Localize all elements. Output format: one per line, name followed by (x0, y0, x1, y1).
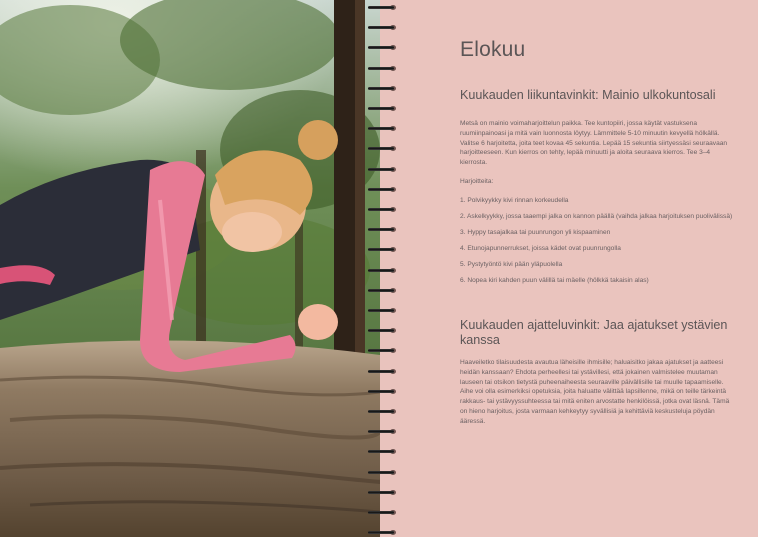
exercise-list-label: Harjoitteita: (460, 178, 494, 185)
spiral-ring (366, 65, 400, 72)
spiral-ring (366, 529, 400, 536)
spiral-ring (366, 226, 400, 233)
spiral-ring (366, 368, 400, 375)
spiral-ring (366, 44, 400, 51)
spiral-ring (366, 267, 400, 274)
exercise-section-heading: Kuukauden liikuntavinkit: Mainio ulkokuntosali (460, 88, 716, 102)
spiral-ring (366, 388, 400, 395)
spiral-ring (366, 489, 400, 496)
spiral-ring (366, 145, 400, 152)
spiral-ring (366, 206, 400, 213)
spiral-ring (366, 246, 400, 253)
thinking-body-paragraph: Haaveiletko tilaisuudesta avautua läheisille ihmisille; haluaisitko jakaa ajatukset ja aatteesi heidän kanssaan? Ehdota perheellesi tai ystävillesi, että jokainen valmistelee muutaman lauseen tai otsikon tietystä puheenaiheesta seuraaville päivällisille tai muulle tapaamiselle. Aihe voi olla esimerkiksi opetuksia, joita haluatte välittää lapsillenne, mikä on teille tärkeintä rakkaus- tai ystävyyssuhteessa tai mitä eniten arvostatte henkilöissä, jotka ovat läsnä. Tämä on hieno harjoitus, josta varmaan kehkeytyy syvällisiä ja kehittäviä keskusteluja pöydän ääressä. (460, 359, 730, 425)
list-item: 5. Pystytyöntö kivi pään yläpuolella (460, 260, 563, 268)
spiral-ring (366, 448, 400, 455)
spiral-ring (366, 4, 400, 11)
list-item: 3. Hyppy tasajalkaa tai puunrungon yli kispaaminen (460, 228, 611, 236)
spiral-binding (366, 0, 402, 537)
month-title: Elokuu (460, 38, 526, 61)
spiral-ring (366, 85, 400, 92)
spiral-ring (366, 408, 400, 415)
spiral-ring (366, 307, 400, 314)
exercise-intro-paragraph: Metsä on mainio voimaharjoittelun paikka. Tee kuntopiiri, jossa käytät vastuksena ruumiinpainoasi ja mitä vain luonnosta löytyy. Lämmittele 5-10 minuutin kevyellä hölkällä. Valitse 6 harjoitetta, joita teet kovaa 45 sekuntia. Lepää 15 sekuntia siirtyessäsi seuraavaan harjoitteeseen. Kun kierros on tehty, lepää minuutti ja aloita seuraava kierros. Tee 3–4 kierrosta. (460, 120, 728, 167)
spiral-ring (366, 105, 400, 112)
thinking-section-heading: Kuukauden ajatteluvinkit: Jaa ajatukset ystävien kanssa (460, 318, 728, 347)
spiral-ring (366, 24, 400, 31)
spiral-ring (366, 347, 400, 354)
list-item: 4. Etunojapunnerrukset, joissa kädet ovat puunrungolla (460, 244, 621, 252)
list-item: 6. Nopea kiri kahden puun välillä tai mäelle (hölkkä takaisin alas) (460, 276, 649, 284)
text-page (400, 0, 758, 537)
spiral-ring (366, 469, 400, 476)
exercise-list (460, 196, 738, 291)
spiral-ring (366, 509, 400, 516)
spiral-ring (366, 166, 400, 173)
spiral-ring (366, 428, 400, 435)
spiral-ring (366, 125, 400, 132)
spiral-ring (366, 287, 400, 294)
list-item: 1. Polvikyykky kivi rinnan korkeudella (460, 197, 569, 204)
spiral-ring (366, 327, 400, 334)
spiral-ring (366, 186, 400, 193)
list-item: 2. Askelkyykky, jossa taaempi jalka on kannon päällä (vaihda jalkaa harjoituksen puolivälissä) (460, 212, 733, 220)
